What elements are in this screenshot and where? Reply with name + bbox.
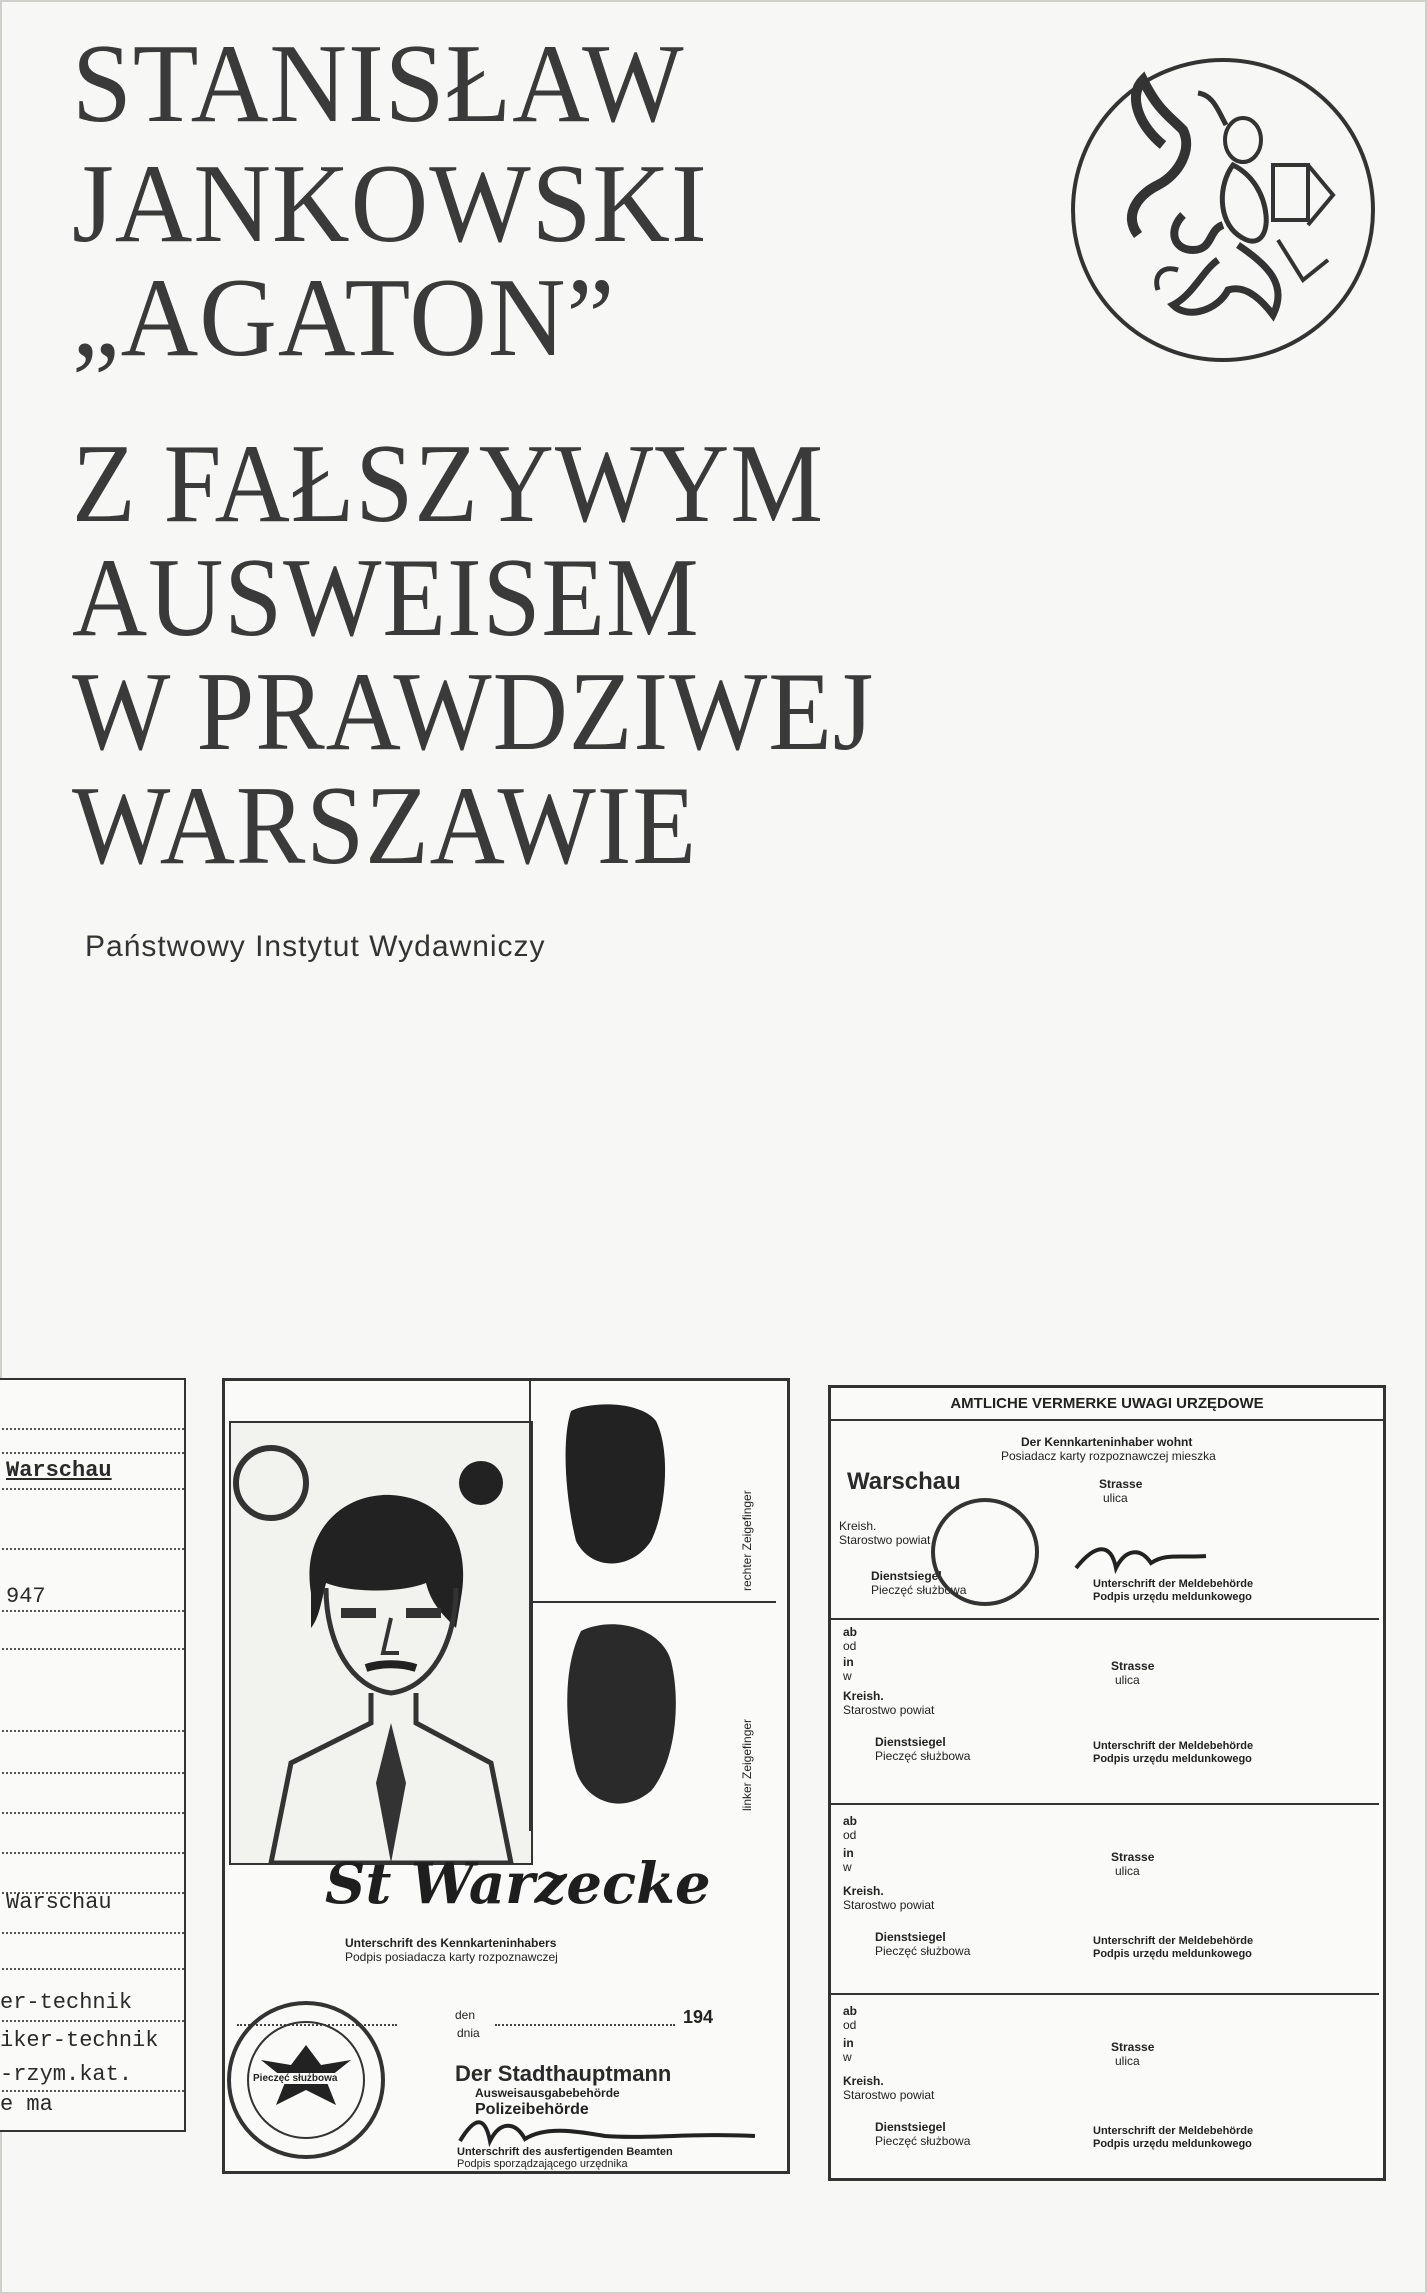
registration-stamp [931, 1498, 1039, 1606]
in-label: in [843, 2036, 854, 2050]
meldebehorde-caption-de: Unterschrift der Meldebehörde [1093, 1578, 1254, 1590]
publisher-name: Państwowy Instytut Wydawniczy [85, 930, 546, 963]
meldebehorde-caption-pl: Podpis urzędu meldunkowego [1093, 1591, 1252, 1603]
street-label-pl: ulica [1115, 2054, 1140, 2068]
residence-section-2 [831, 1618, 1379, 1805]
issue-year: 194 [683, 2007, 714, 2027]
card-entry-city-typed: Warschau [6, 1890, 112, 1915]
card-entry-city: Warschau [6, 1458, 112, 1483]
street-label: Strasse [1099, 1477, 1143, 1491]
resident-label-de: Der Kennkarteninhaber wohnt [1021, 1435, 1193, 1449]
card-entry-remark: e ma [0, 2092, 53, 2117]
kreish-label: Kreish. [843, 1884, 884, 1898]
portrait-photo [231, 1423, 531, 1863]
issuing-authority-2: Ausweisausgabebehörde [475, 2086, 620, 2100]
od-label: od [843, 1828, 857, 1842]
starostwo-label: Starostwo powiat [843, 2088, 935, 2102]
author-first-name: STANISŁAW [72, 22, 685, 146]
kennkarte-id-card [222, 1378, 790, 2174]
photo-frame [229, 1421, 533, 1865]
book-title-line-1: Z FAŁSZYWYM [72, 422, 824, 546]
starostwo-label: Starostwo powiat [839, 1533, 931, 1547]
remarks-header: AMTLICHE VERMERKE UWAGI URZĘDOWE [831, 1396, 1383, 1421]
card-entry-religion: -rzym.kat. [0, 2062, 133, 2087]
right-fingerprint-box [529, 1381, 776, 1603]
starostwo-label: Starostwo powiat [843, 1898, 935, 1912]
official-remarks-card [828, 1385, 1386, 2181]
street-label: Strasse [1111, 1659, 1155, 1673]
w-label: w [843, 1669, 852, 1683]
pieczec-label: Pieczęć służbowa [875, 1749, 971, 1763]
meldebehorde-caption-de: Unterschrift der Meldebehörde [1093, 1935, 1254, 1947]
in-label: in [843, 1655, 854, 1669]
stamp-label: Pieczęć służbowa [253, 2073, 338, 2084]
card-entry-year: 947 [6, 1584, 46, 1609]
author-last-name: JANKOWSKI [72, 142, 708, 266]
official-caption-pl: Podpis sporządzającego urzędnika [457, 2158, 628, 2170]
w-label: w [843, 1860, 852, 1874]
signature-caption-pl: Podpis posiadacza karty rozpoznawczej [345, 1950, 558, 1964]
kreish-label: Kreish. [843, 2074, 884, 2088]
meldebehorde-caption-de: Unterschrift der Meldebehörde [1093, 2125, 1254, 2137]
w-label: w [843, 2050, 852, 2064]
ab-label: ab [843, 2004, 858, 2018]
author-pseudonym: „AGATON” [72, 256, 616, 380]
left-fingerprint-label: linker Zeigefinger [740, 1718, 754, 1811]
dienstsiegel-label: Dienstsiegel [871, 1569, 942, 1583]
official-caption-de: Unterschrift des ausfertigenden Beamten [457, 2146, 673, 2158]
street-label-pl: ulica [1115, 1673, 1140, 1687]
kreish-label: Kreish. [843, 1689, 884, 1703]
card-entry-profession-2: iker-technik [0, 2028, 159, 2053]
pieczec-label: Pieczęć służbowa [875, 2134, 971, 2148]
left-fingerprint-box [529, 1601, 776, 1831]
residence-section-1 [831, 1428, 1379, 1620]
od-label: od [843, 1639, 857, 1653]
book-title-line-4: WARSZAWIE [72, 764, 697, 888]
signature-caption-de: Unterschrift des Kennkarteninhabers [345, 1936, 557, 1950]
dienstsiegel-label: Dienstsiegel [875, 1735, 946, 1749]
starostwo-label: Starostwo powiat [843, 1703, 935, 1717]
street-label-pl: ulica [1103, 1491, 1128, 1505]
right-fingerprint-label: rechter Zeigefinger [740, 1490, 754, 1591]
meldebehorde-caption-pl: Podpis urzędu meldunkowego [1093, 1948, 1252, 1960]
meldebehorde-caption-pl: Podpis urzędu meldunkowego [1093, 2138, 1252, 2150]
partial-record-card [0, 1378, 186, 2132]
date-label-pl: dnia [457, 2026, 480, 2040]
street-label: Strasse [1111, 2040, 1155, 2054]
card-entry-profession-1: er-technik [0, 1990, 133, 2015]
ab-label: ab [843, 1625, 858, 1639]
official-round-stamp [227, 2001, 385, 2159]
book-title-line-3: W PRAWDZIWEJ [72, 650, 875, 774]
pieczec-label: Pieczęć służbowa [875, 1944, 971, 1958]
street-label: Strasse [1111, 1850, 1155, 1864]
issuing-authority: Der Stadthauptmann [455, 2061, 672, 2086]
in-label: in [843, 1846, 854, 1860]
issuing-authority-3: Polizeibehörde [475, 2101, 589, 2118]
holder-signature: St Warzecke [325, 1851, 711, 1917]
resident-label-pl: Posiadacz karty rozpoznawczej mieszka [1001, 1449, 1216, 1463]
siren-emblem-icon [1068, 55, 1378, 365]
pieczec-label: Pieczęć służbowa [871, 1583, 967, 1597]
ab-label: ab [843, 1814, 858, 1828]
dienstsiegel-label: Dienstsiegel [875, 2120, 946, 2134]
meldebehorde-caption-pl: Podpis urzędu meldunkowego [1093, 1753, 1252, 1765]
kreish-label: Kreish. [839, 1519, 877, 1533]
book-title-line-2: AUSWEISEM [72, 536, 700, 660]
residence-city: Warschau [847, 1468, 961, 1495]
dienstsiegel-label: Dienstsiegel [875, 1930, 946, 1944]
residence-section-3 [831, 1803, 1379, 1995]
registration-signature [1071, 1538, 1211, 1578]
residence-section-4 [831, 1993, 1379, 2173]
od-label: od [843, 2018, 857, 2032]
meldebehorde-caption-de: Unterschrift der Meldebehörde [1093, 1740, 1254, 1752]
official-signature [455, 2111, 775, 2151]
date-label-de: den [455, 2008, 476, 2022]
street-label-pl: ulica [1115, 1864, 1140, 1878]
